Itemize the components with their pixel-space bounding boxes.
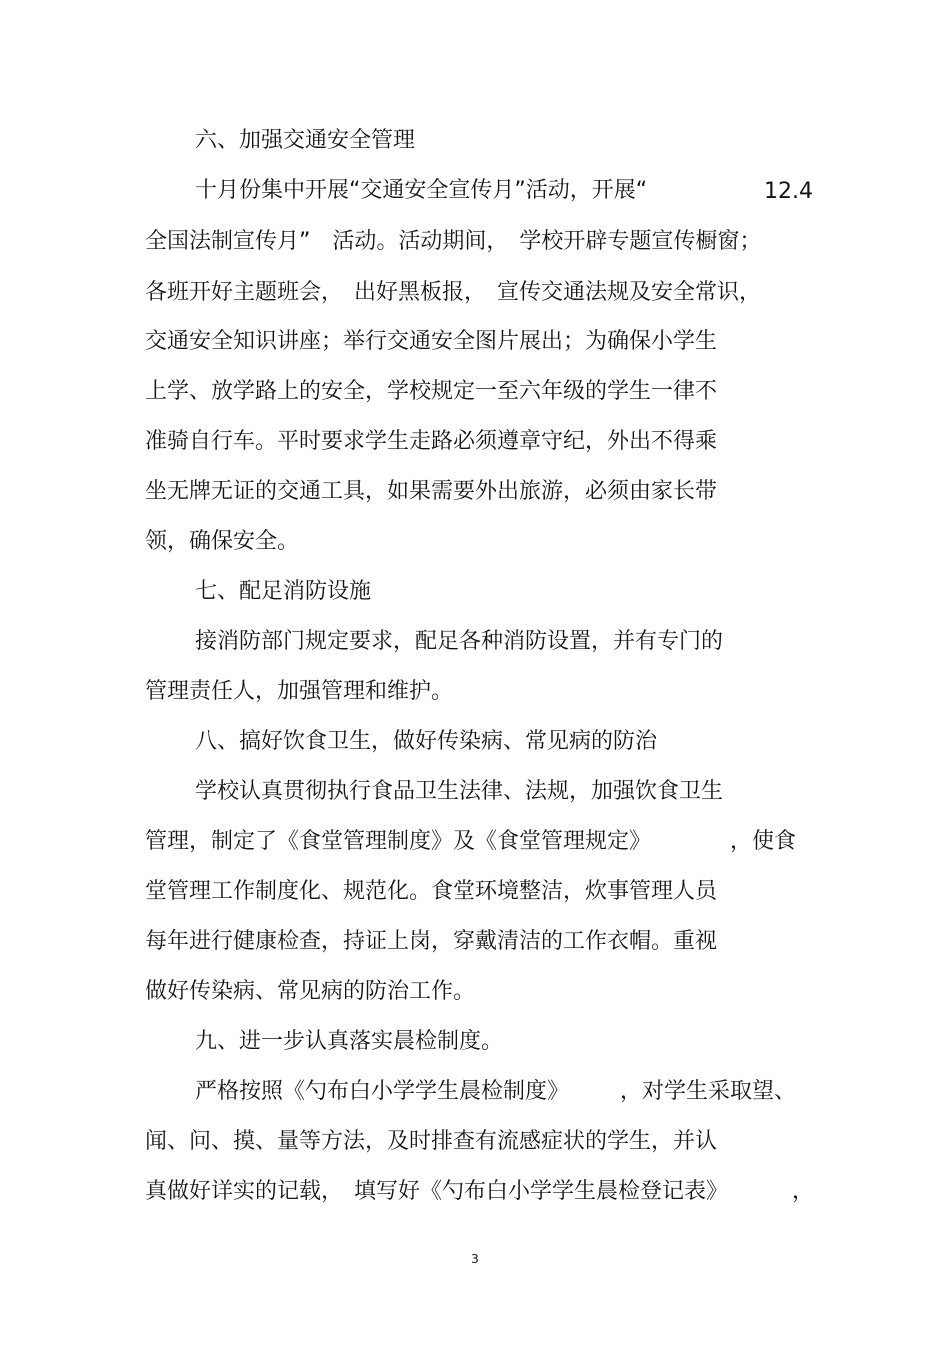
paragraph-line: 严格按照《勺布白小学学生晨检制度》 xyxy=(195,1079,570,1104)
paragraph-line: 做好传染病、常见病的防治工作。 xyxy=(145,979,476,1004)
paragraph-line: 堂管理工作制度化、规范化。食堂环境整洁，炊事管理人员 xyxy=(145,879,718,904)
heading-traffic-safety: 六、加强交通安全管理 xyxy=(195,128,416,153)
paragraph-line: 真做好详实的记载， 填写好《勺布白小学学生晨检登记表》 xyxy=(145,1179,729,1204)
paragraph-line: 上学、放学路上的安全，学校规定一至六年级的学生一律不 xyxy=(145,379,718,404)
paragraph-line: 十月份集中开展“交通安全宣传月”活动，开展“ xyxy=(195,178,648,203)
paragraph-line: 学校认真贯彻执行食品卫生法律、法规，加强饮食卫生 xyxy=(195,779,724,804)
heading-fire-facilities: 七、配足消防设施 xyxy=(195,579,372,604)
paragraph-line-date: 12.4 xyxy=(764,179,813,204)
paragraph-line: 闻、问、摸、量等方法，及时排查有流感症状的学生，并认 xyxy=(145,1129,718,1154)
paragraph-line: 管理责任人，加强管理和维护。 xyxy=(145,679,454,704)
paragraph-line-tail: ，对学生采取望、 xyxy=(620,1079,797,1104)
paragraph-line: 准骑自行车。平时要求学生走路必须遵章守纪，外出不得乘 xyxy=(145,429,718,454)
heading-food-hygiene: 八、搞好饮食卫生，做好传染病、常见病的防治 xyxy=(195,729,658,754)
paragraph-line: 领，确保安全。 xyxy=(145,529,300,554)
paragraph-line: 全国法制宣传月” 活动。活动期间， 学校开辟专题宣传橱窗； xyxy=(145,229,762,254)
page-number: 3 xyxy=(471,1252,479,1266)
paragraph-line: 每年进行健康检查，持证上岗，穿戴清洁的工作衣帽。重视 xyxy=(145,929,718,954)
paragraph-line: 管理，制定了《食堂管理制度》及《食堂管理规定》 xyxy=(145,829,652,854)
paragraph-line-tail: ，使食 xyxy=(730,829,797,854)
paragraph-line: 接消防部门规定要求，配足各种消防设置，并有专门的 xyxy=(195,629,724,654)
paragraph-line-tail: ， xyxy=(792,1179,815,1204)
paragraph-line: 各班开好主题班会， 出好黑板报， 宣传交通法规及安全常识， xyxy=(145,280,762,305)
paragraph-line: 坐无牌无证的交通工具，如果需要外出旅游，必须由家长带 xyxy=(145,479,718,504)
paragraph-line: 交通安全知识讲座；举行交通安全图片展出；为确保小学生 xyxy=(145,329,718,354)
heading-morning-check: 九、进一步认真落实晨检制度。 xyxy=(195,1029,504,1054)
